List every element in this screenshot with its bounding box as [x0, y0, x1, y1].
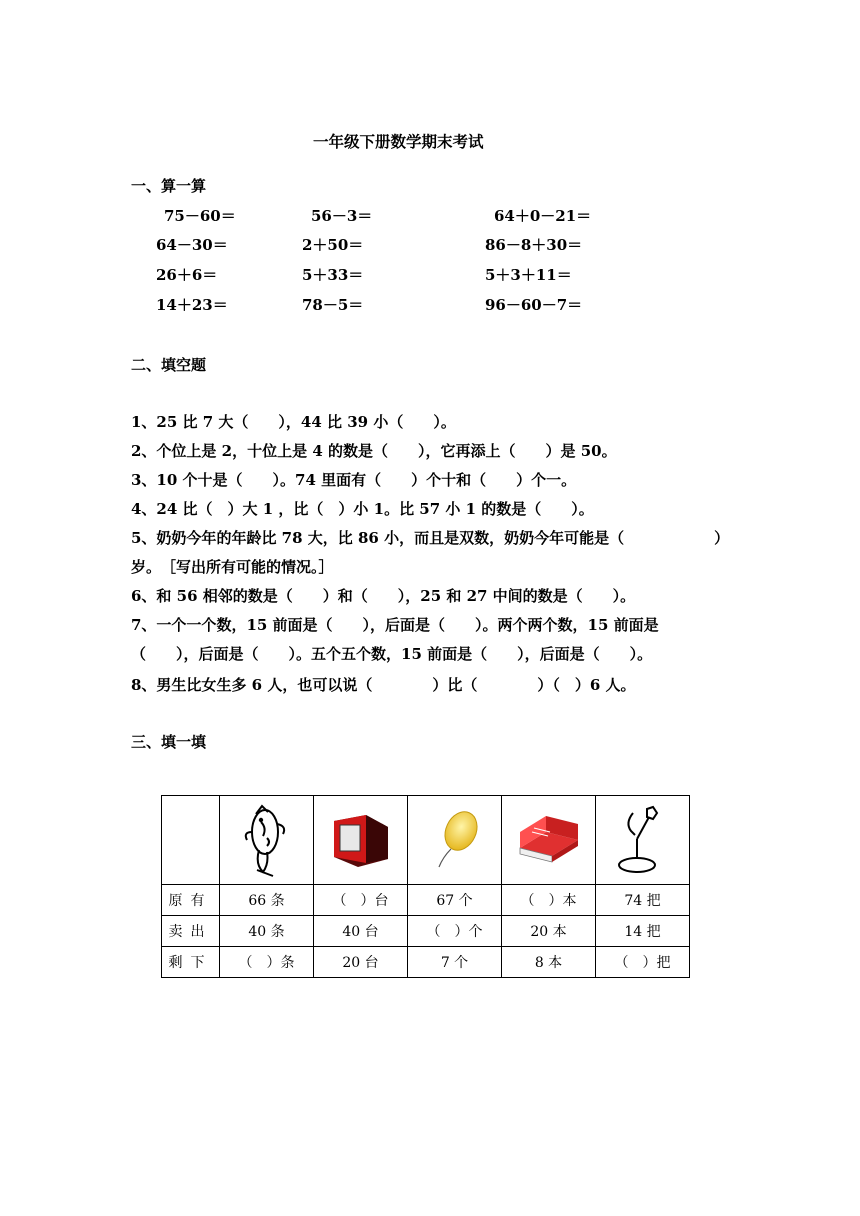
balloon-icon: [425, 805, 485, 875]
table-cell: （ ）本: [502, 885, 596, 916]
table-cell: 74 把: [596, 885, 690, 916]
row-label: 剩下: [162, 947, 220, 978]
table-cell: 7 个: [408, 947, 502, 978]
calc-expression: 64＋0－21＝: [494, 207, 592, 225]
question-line: 1、25 比 7 大（ ），44 比 39 小（ ）。: [131, 413, 456, 431]
calc-expression: 75－60＝: [164, 207, 236, 225]
question-line: （ ），后面是（ ）。五个五个数，15 前面是（ ），后面是（ ）。: [131, 645, 653, 663]
calc-expression: 2＋50＝: [302, 236, 364, 254]
question-line: 3、10 个十是（ ）。74 里面有（ ）个十和（ ）个一。: [131, 471, 577, 489]
spoon-cell: [596, 796, 690, 885]
row-label: 原有: [162, 885, 220, 916]
question-line: 8、男生比女生多 6 人，也可以说（ ）比（ ）（ ）6 人。: [131, 676, 636, 694]
table-cell: （ ）把: [596, 947, 690, 978]
table-row: [162, 885, 690, 916]
table-cell: 20 本: [502, 916, 596, 947]
calc-expression: 5＋3＋11＝: [485, 266, 572, 284]
calc-expression: 5＋33＝: [302, 266, 364, 284]
page-title: 一年级下册数学期末考试: [313, 132, 484, 151]
item-table: [161, 795, 690, 978]
calc-expression: 78－5＝: [302, 296, 364, 314]
calc-expression: 26＋6＝: [156, 266, 218, 284]
section3-heading: 三、填一填: [131, 733, 207, 751]
row-label: 卖出: [162, 916, 220, 947]
book-cell: [502, 796, 596, 885]
question-line: 7、一个一个数，15 前面是（ ），后面是（ ）。两个两个数，15 前面是: [131, 616, 659, 634]
table-row: [162, 947, 690, 978]
table-row: [162, 916, 690, 947]
table-cell: 67 个: [408, 885, 502, 916]
question-line: 岁。 ［写出所有可能的情况。］: [131, 558, 334, 576]
table-cell: （ ）台: [314, 885, 408, 916]
question-line: 5、奶奶今年的年龄比 78 大，比 86 小，而且是双数，奶奶今年可能是（ ）: [131, 529, 730, 547]
table-cell: 40 条: [220, 916, 314, 947]
calc-expression: 14＋23＝: [156, 296, 228, 314]
question-line: 6、和 56 相邻的数是（ ）和（ ），25 和 27 中间的数是（ ）。: [131, 587, 636, 605]
table-cell: 40 台: [314, 916, 408, 947]
table-corner-cell: [162, 796, 220, 885]
calc-expression: 56－3＝: [311, 207, 373, 225]
question-line: 2、个位上是 2，十位上是 4 的数是（ ），它再添上（ ）是 50。: [131, 442, 617, 460]
table-cell: 66 条: [220, 885, 314, 916]
spoon-icon: [613, 803, 673, 877]
section1-heading: 一、算一算: [131, 177, 207, 195]
calc-expression: 96－60－7＝: [485, 296, 583, 314]
table-header-row: [162, 796, 690, 885]
television-cell: [314, 796, 408, 885]
table-cell: 14 把: [596, 916, 690, 947]
calc-expression: 86－8＋30＝: [485, 236, 583, 254]
question-line: 4、24 比（ ）大 1 ，比（ ）小 1。比 57 小 1 的数是（ ）。: [131, 500, 594, 518]
table-cell: 20 台: [314, 947, 408, 978]
table-cell: （ ）条: [220, 947, 314, 978]
section2-heading: 二、填空题: [131, 356, 207, 374]
calc-expression: 64－30＝: [156, 236, 228, 254]
table-cell: （ ）个: [408, 916, 502, 947]
table-cell: 8 本: [502, 947, 596, 978]
fish-cell: [220, 796, 314, 885]
balloon-cell: [408, 796, 502, 885]
book-icon: [516, 810, 582, 870]
fish-icon: [237, 802, 297, 878]
television-icon: [328, 807, 394, 873]
